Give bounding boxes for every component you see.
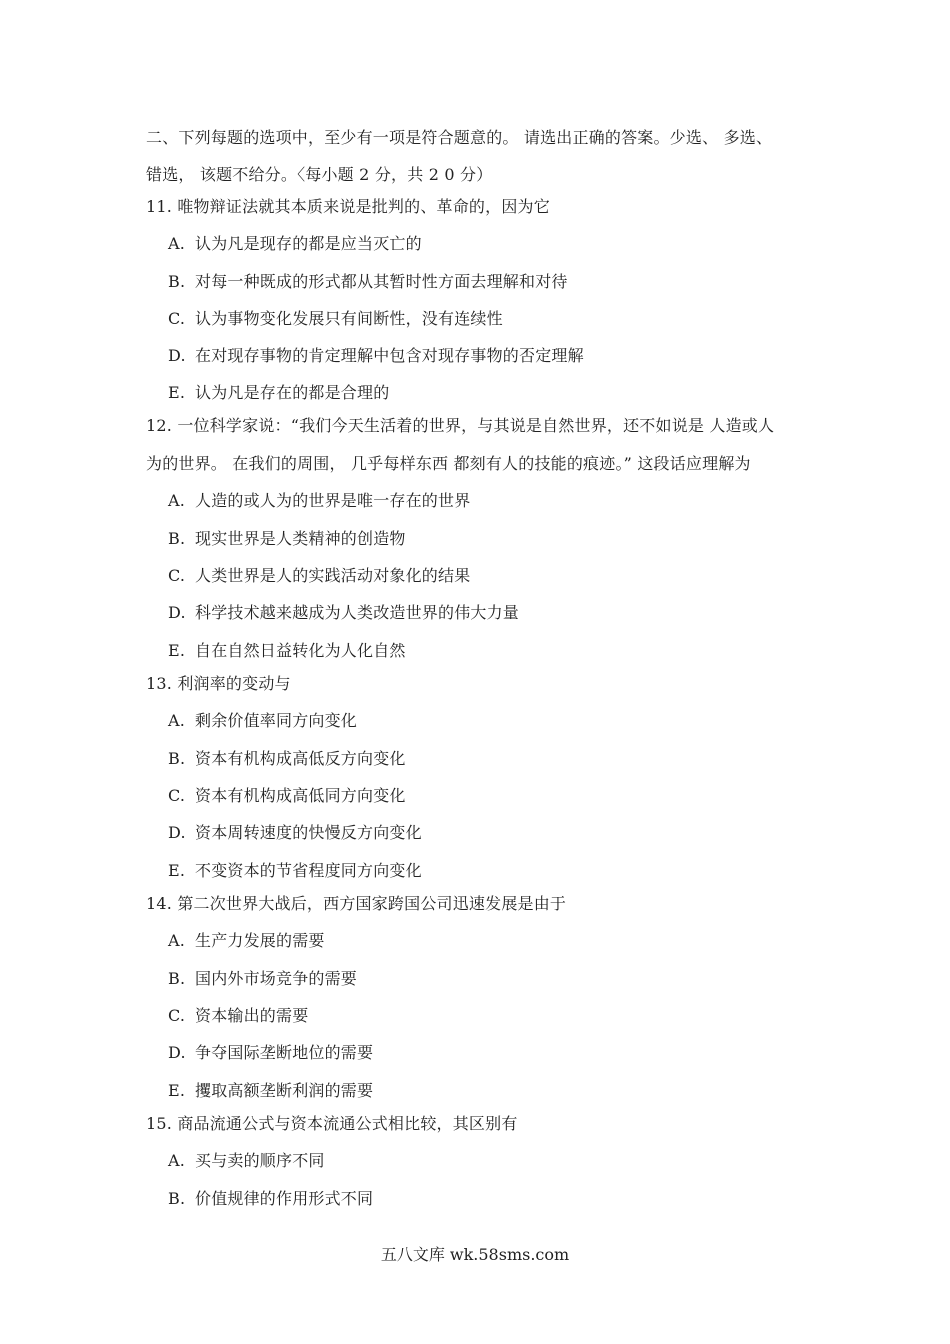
option-text: 资本周转速度的快慢反方向变化	[195, 823, 422, 842]
question-12-stem-line-2: 为的世界。 在我们的周围， 几乎每样东西 都刻有人的技能的痕迹。” 这段话应理解为	[146, 454, 751, 473]
option-text: 剩余价值率同方向变化	[195, 711, 358, 730]
option-text: 在对现存事物的肯定理解中包含对现存事物的否定理解	[195, 346, 584, 365]
option-text: 对每一种既成的形式都从其暂时性方面去理解和对待	[195, 272, 568, 291]
question-14-option-b	[168, 968, 357, 990]
option-letter: E.	[168, 861, 186, 880]
option-text: 价值规律的作用形式不同	[195, 1189, 374, 1208]
option-letter: C.	[168, 786, 186, 805]
option-text: 现实世界是人类精神的创造物	[195, 529, 406, 548]
option-text: 资本有机构成高低同方向变化	[195, 786, 406, 805]
option-letter: D.	[168, 1043, 186, 1062]
option-text: 资本输出的需要	[195, 1006, 309, 1025]
option-text: 不变资本的节省程度同方向变化	[195, 861, 422, 880]
question-12-option-e	[168, 640, 406, 662]
option-text: 生产力发展的需要	[195, 931, 325, 950]
option-text: 科学技术越来越成为人类改造世界的伟大力量	[195, 603, 520, 622]
question-13-option-a	[168, 710, 357, 732]
option-letter: B.	[168, 749, 186, 768]
option-text: 资本有机构成高低反方向变化	[195, 749, 406, 768]
question-15-option-b	[168, 1188, 373, 1210]
option-letter: B.	[168, 969, 186, 988]
option-text: 认为凡是存在的都是合理的	[195, 383, 390, 402]
option-letter: C.	[168, 566, 186, 585]
option-letter: B.	[168, 272, 186, 291]
question-13-option-d	[168, 822, 422, 844]
question-14-option-a	[168, 930, 325, 952]
option-letter: D.	[168, 603, 186, 622]
question-11-option-e	[168, 382, 389, 404]
option-letter: B.	[168, 1189, 186, 1208]
question-14-stem: 14. 第二次世界大战后，西方国家跨国公司迅速发展是由于	[146, 894, 567, 913]
option-text: 买与卖的顺序不同	[195, 1151, 325, 1170]
question-11-option-c	[168, 308, 503, 330]
question-13-option-b	[168, 748, 406, 770]
question-14-option-c	[168, 1005, 308, 1027]
question-15-option-a	[168, 1150, 325, 1172]
option-letter: A.	[168, 491, 186, 510]
option-letter: B.	[168, 529, 186, 548]
question-14-option-e	[168, 1080, 373, 1102]
option-text: 人类世界是人的实践活动对象化的结果	[195, 566, 471, 585]
option-letter: A.	[168, 931, 186, 950]
question-12-option-d	[168, 602, 519, 624]
option-text: 认为凡是现存的都是应当灭亡的	[195, 234, 422, 253]
section-instruction-line-2: 错选， 该题不给分。〈每小题 2 分，共 2 0 分）	[146, 165, 493, 184]
section-instruction-line-1: 二、下列每题的选项中，至少有一项是符合题意的。 请选出正确的答案。少选、 多选、	[146, 128, 773, 147]
option-letter: A.	[168, 711, 186, 730]
option-letter: E.	[168, 641, 186, 660]
question-13-stem: 13. 利润率的变动与	[146, 674, 291, 693]
question-15-stem: 15. 商品流通公式与资本流通公式相比较，其区别有	[146, 1114, 518, 1133]
question-11-option-d	[168, 345, 584, 367]
option-text: 自在自然日益转化为人化自然	[195, 641, 406, 660]
question-12-option-b	[168, 528, 406, 550]
option-letter: E.	[168, 383, 186, 402]
question-14-option-d	[168, 1042, 373, 1064]
question-12-stem-line-1: 12. 一位科学家说：“我们今天生活着的世界，与其说是自然世界，还不如说是 人造或人	[146, 416, 775, 435]
question-12-option-a	[168, 490, 470, 512]
option-text: 人造的或人为的世界是唯一存在的世界	[195, 491, 471, 510]
question-11-stem: 11. 唯物辩证法就其本质来说是批判的、革命的，因为它	[146, 197, 550, 216]
question-12-option-c	[168, 565, 470, 587]
option-text: 争夺国际垄断地位的需要	[195, 1043, 374, 1062]
option-letter: C.	[168, 1006, 186, 1025]
option-letter: D.	[168, 346, 186, 365]
option-text: 攫取高额垄断利润的需要	[195, 1081, 374, 1100]
option-text: 认为事物变化发展只有间断性，没有连续性	[195, 309, 503, 328]
page-footer-watermark: 五八文库 wk.58sms.com	[380, 1245, 570, 1264]
question-11-option-b	[168, 271, 568, 293]
option-letter: C.	[168, 309, 186, 328]
option-text: 国内外市场竞争的需要	[195, 969, 358, 988]
option-letter: D.	[168, 823, 186, 842]
option-letter: A.	[168, 1151, 186, 1170]
option-letter: E.	[168, 1081, 186, 1100]
question-11-option-a	[168, 233, 422, 255]
question-13-option-c	[168, 785, 406, 807]
question-13-option-e	[168, 860, 422, 882]
option-letter: A.	[168, 234, 186, 253]
